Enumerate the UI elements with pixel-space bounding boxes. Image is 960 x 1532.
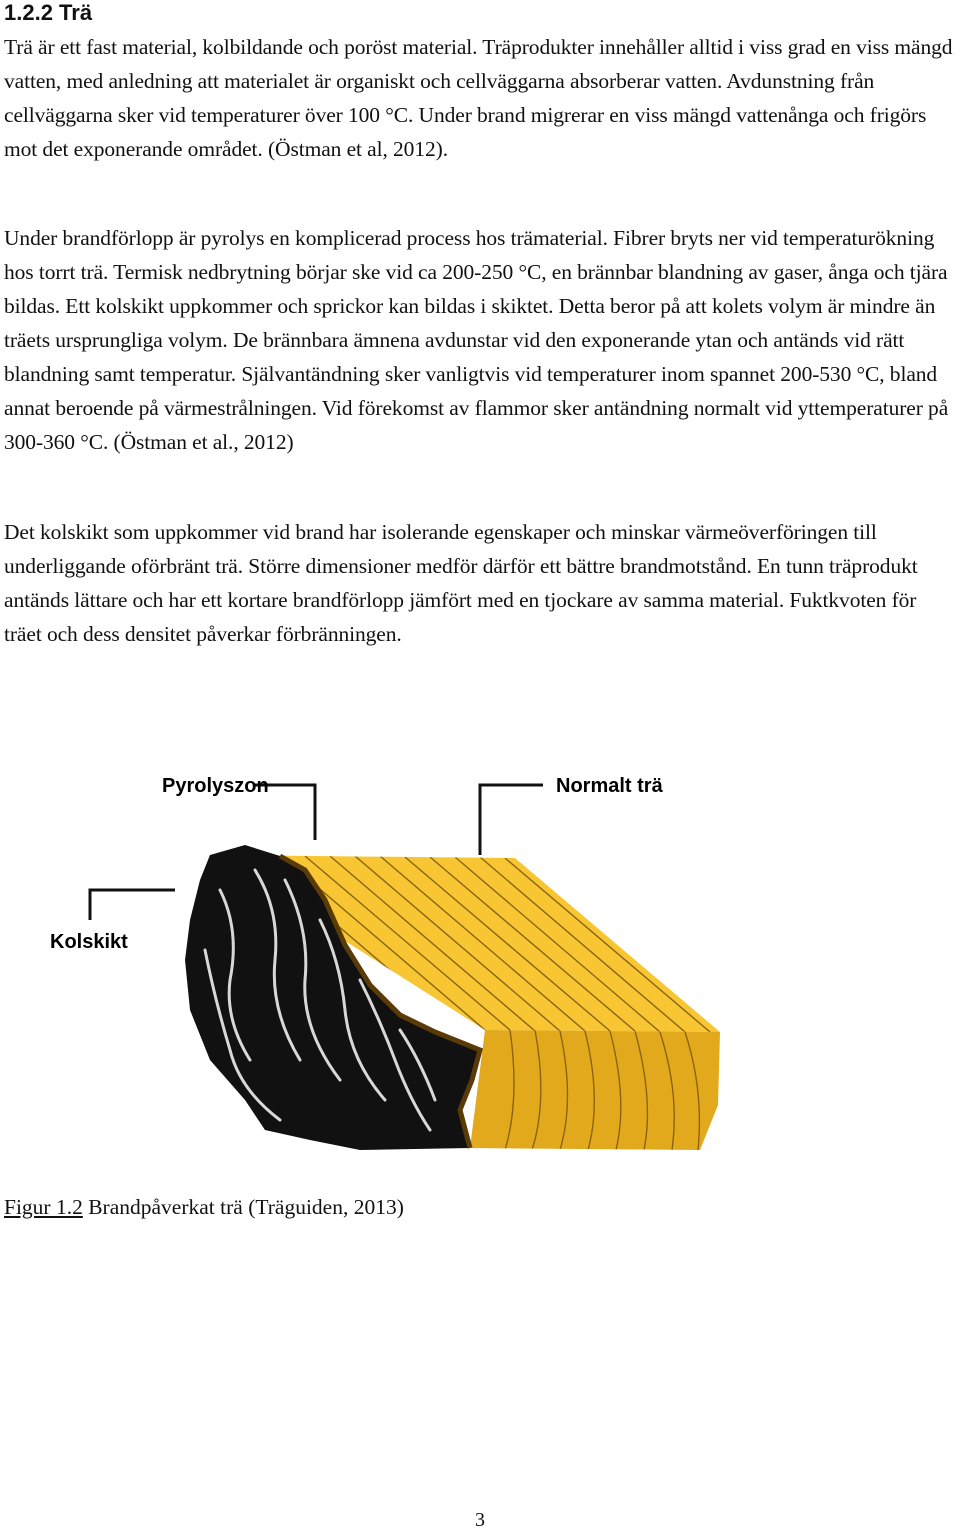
figure-reference: Figur 1.2 [4,1195,83,1219]
paragraph-pyrolysis: Under brandförlopp är pyrolys en komplicerad process hos trämaterial. Fibrer bryts ner vid temperaturökning hos torrt trä. Termisk nedbrytning börjar ske vid ca 200-250 °C, en brännbar blandning av gaser, ånga och tjära bildas. Ett kolskikt uppkommer och sprickor kan bildas i skiktet. Detta beror på att kolets volym är mindre än träets ursprungliga volym. De brännbara ämnena avdunstar vid den exponerande ytan och antänds vid rätt blandning samt temperatur. Självantändning sker vanligtvis vid temperaturer inom spannet 200-530 °C, bland annat beroende på värmestrålningen. Vid förekomst av flammor sker antändning normalt vid yttemperaturer på 300-360 °C. (Östman et al., 2012) [4,226,949,454]
paragraph-char-layer: Det kolskikt som uppkommer vid brand har isolerande egenskaper och minskar värmeöverföringen till underliggande oförbränt trä. Större dimensioner medför därför ett bättre brandmotstånd. En tunn träprodukt antänds lättare och har ett kortare brandförlopp jämfört med en tjockare av samma material. Fuktkvoten för träet och dess densitet påverkar förbränningen. [4,520,918,646]
label-pyrolysis-zone: Pyrolyszon [162,775,269,797]
figure-caption [4,1192,404,1222]
burnt-wood-figure [40,760,740,1170]
wood-front-face [470,1030,720,1150]
page-number: 3 [475,1509,485,1531]
label-char-layer: Kolskikt [50,931,128,953]
paragraph-wood-properties: Trä är ett fast material, kolbildande och poröst material. Träprodukter innehåller alltid i viss grad en viss mängd vatten, med anledning att materialet är organiskt och cellväggarna absorberar vatten. Avdunstning från cellväggarna sker vid temperaturer över 100 °C. Under brand migrerar en viss mängd vattenånga och frigörs mot det exponerande området. (Östman et al, 2012). [4,35,953,161]
label-normal-wood: Normalt trä [556,775,663,797]
figure-caption-text: Brandpåverkat trä (Träguiden, 2013) [82,1195,404,1219]
section-heading: 1.2.2 Trä [4,0,93,25]
